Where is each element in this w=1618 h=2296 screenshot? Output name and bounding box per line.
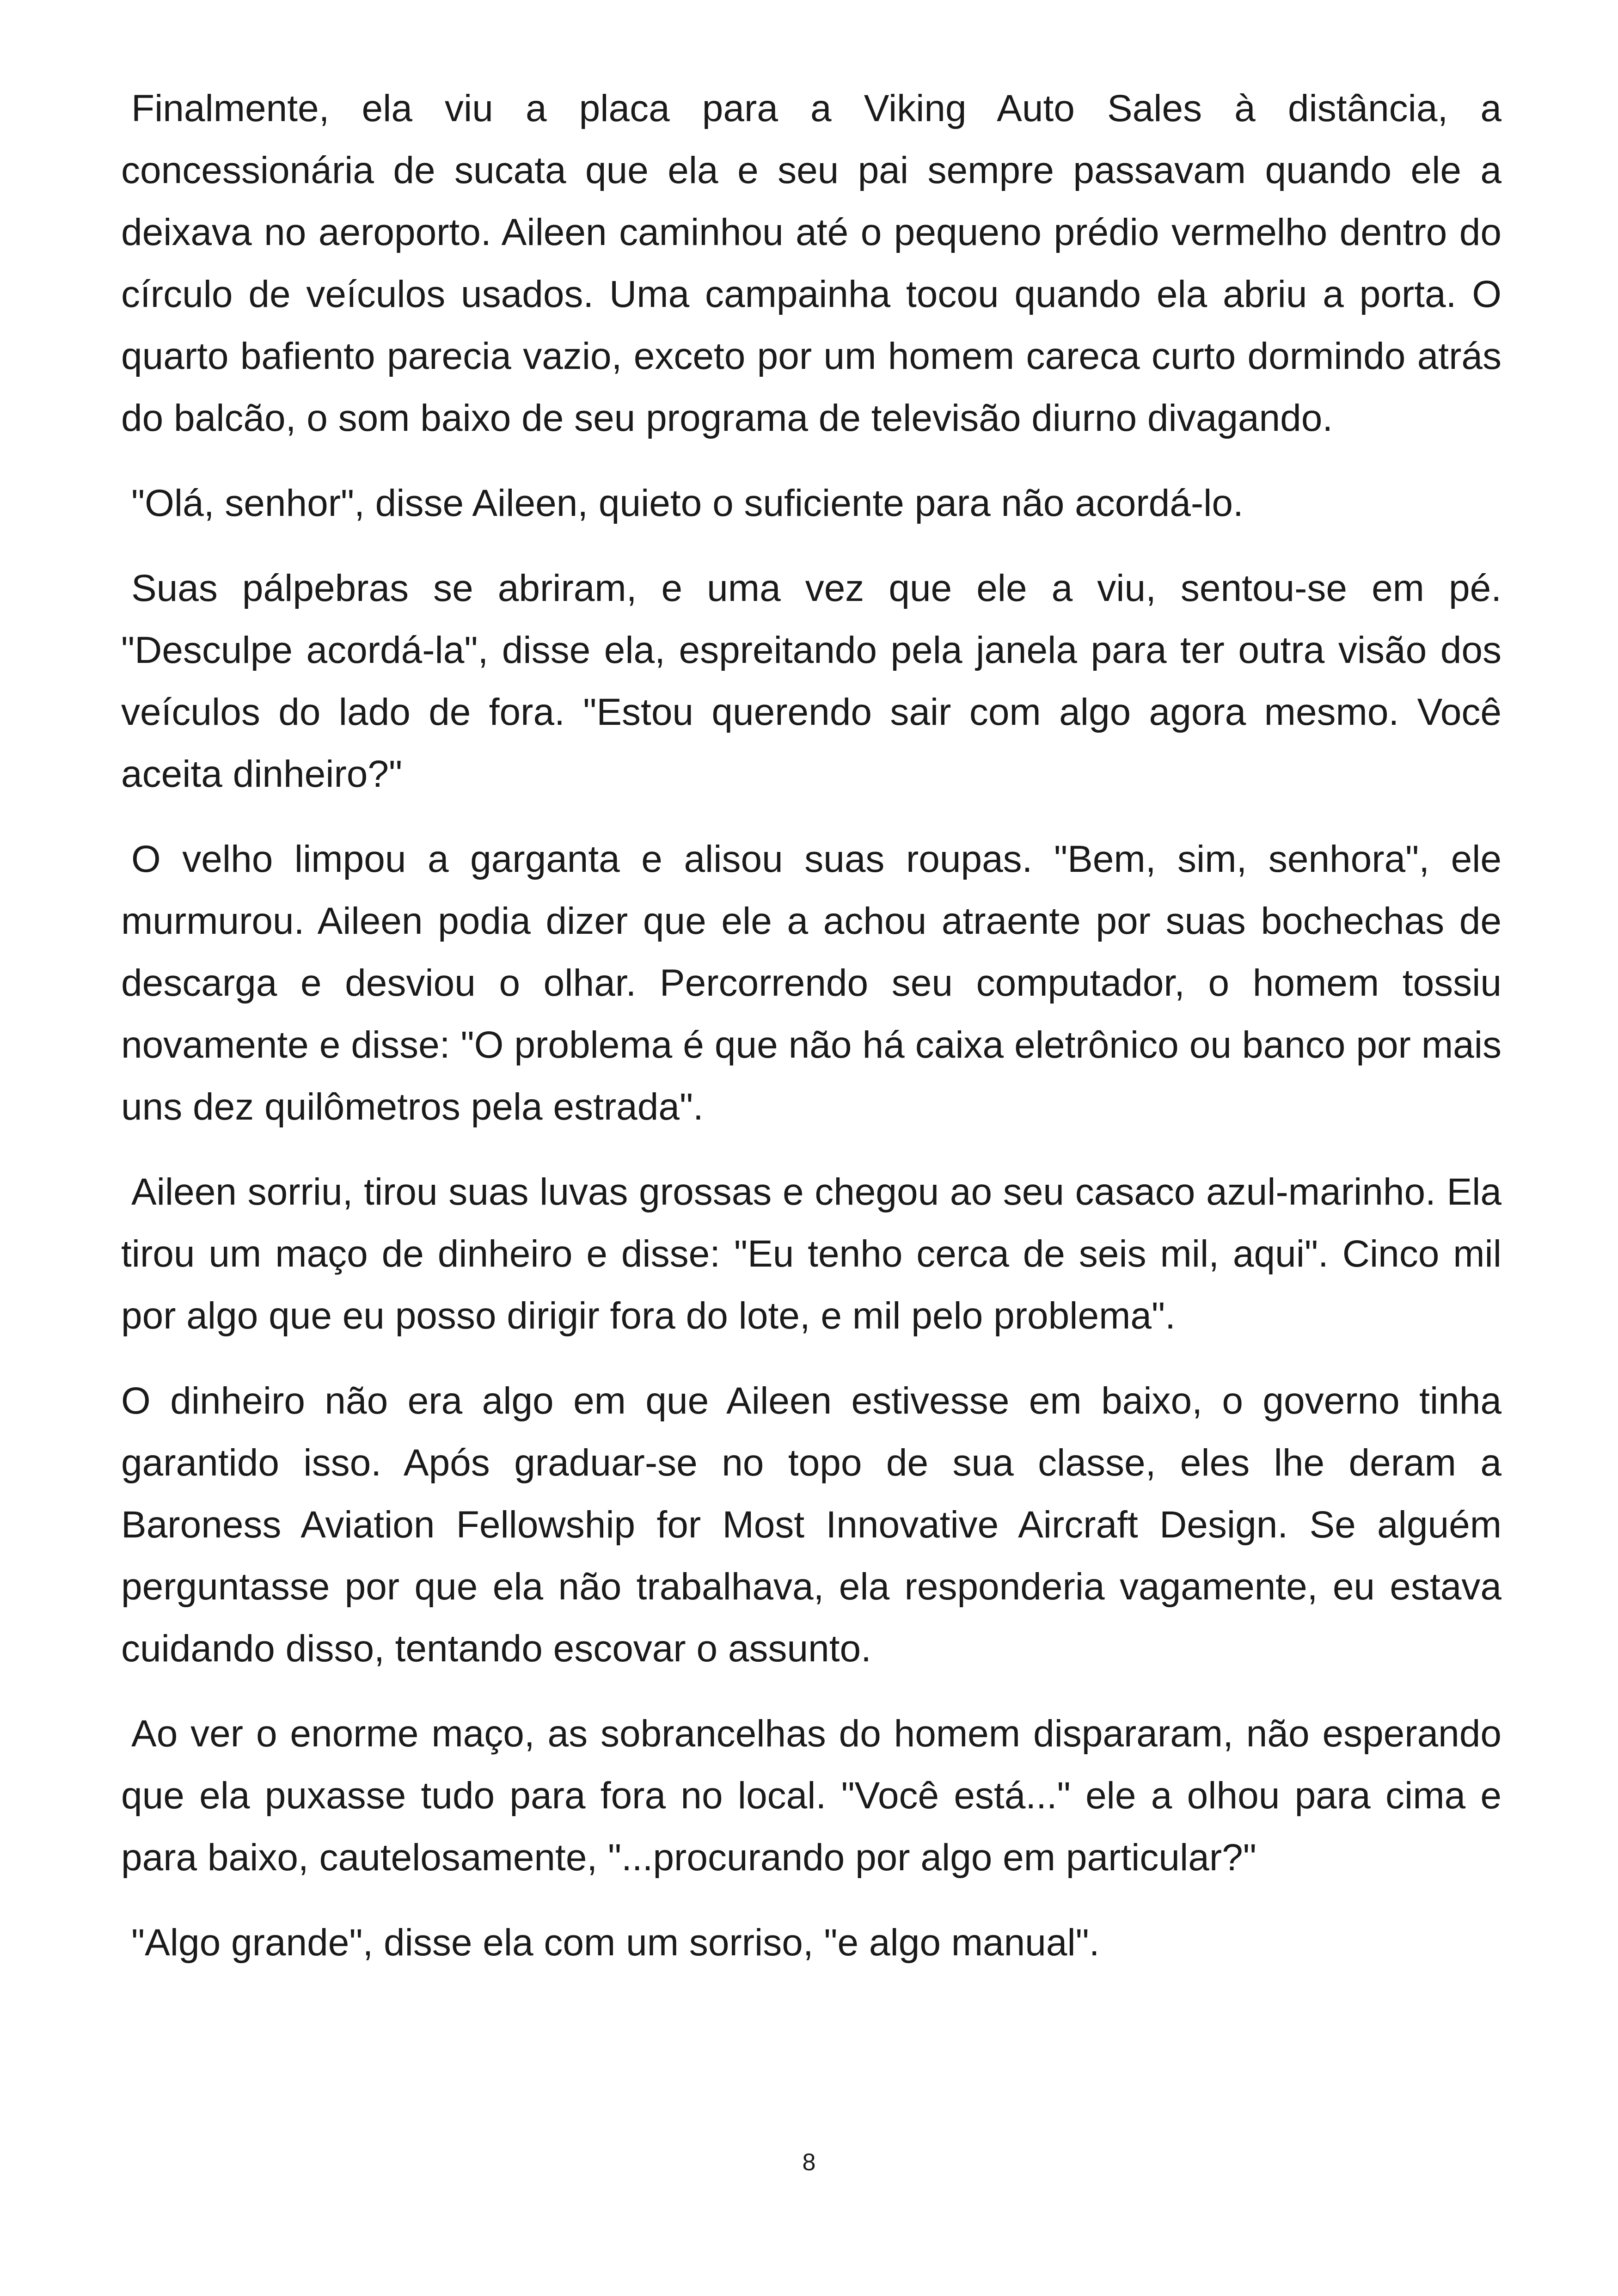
paragraph-7: Ao ver o enorme maço, as sobrancelhas do homem dispararam, não esperando que ela puxasse tudo para fora no local. "Você está..." ele a olhou para cima e para baixo, cautelosamente, "...procurando por algo em particular?"	[121, 1713, 1502, 1879]
paragraph-8: "Algo grande", disse ela com um sorriso, "e algo manual".	[131, 1922, 1100, 1964]
paragraph-2: "Olá, senhor", disse Aileen, quieto o suficiente para não acordá-lo.	[131, 482, 1244, 524]
paragraph-1: Finalmente, ela viu a placa para a Viking Auto Sales à distância, a concessionária de sucata que ela e seu pai sempre passavam quando ele a deixava no aeroporto. Aileen caminhou até o pequeno prédio vermelho dentro do círculo de veículos usados. Uma campainha tocou quando ela abriu a porta. O quarto bafiento parecia vazio, exceto por um homem careca curto dormindo atrás do balcão, o som baixo de seu programa de televisão diurno divagando.	[121, 87, 1502, 439]
paragraph-4: O velho limpou a garganta e alisou suas roupas. "Bem, sim, senhora", ele murmurou. Aileen podia dizer que ele a achou atraente por suas bochechas de descarga e desviou o olhar. Percorrendo seu computador, o homem tossiu novamente e disse: "O problema é que não há caixa eletrônico ou banco por mais uns dez quilômetros pela estrada".	[121, 838, 1502, 1128]
paragraph-3: Suas pálpebras se abriram, e uma vez que ele a viu, sentou-se em pé. "Desculpe acordá-la", disse ela, espreitando pela janela para ter outra visão dos veículos do lado de fora. "Estou querendo sair com algo agora mesmo. Você aceita dinheiro?"	[121, 567, 1502, 795]
paragraph-6: O dinheiro não era algo em que Aileen estivesse em baixo, o governo tinha garantido isso. Após graduar-se no topo de sua classe, eles lhe deram a Baroness Aviation Fellowship for Most Innovative Aircraft Design. Se alguém perguntasse por que ela não trabalhava, ela responderia vagamente, eu estava cuidando disso, tentando escovar o assunto.	[121, 1380, 1502, 1670]
paragraph-5: Aileen sorriu, tirou suas luvas grossas e chegou ao seu casaco azul-marinho. Ela tirou um maço de dinheiro e disse: "Eu tenho cerca de seis mil, aqui". Cinco mil por algo que eu posso dirigir fora do lote, e mil pelo problema".	[121, 1171, 1502, 1337]
page-number: 8	[802, 2149, 816, 2176]
body-text	[121, 78, 1502, 1997]
